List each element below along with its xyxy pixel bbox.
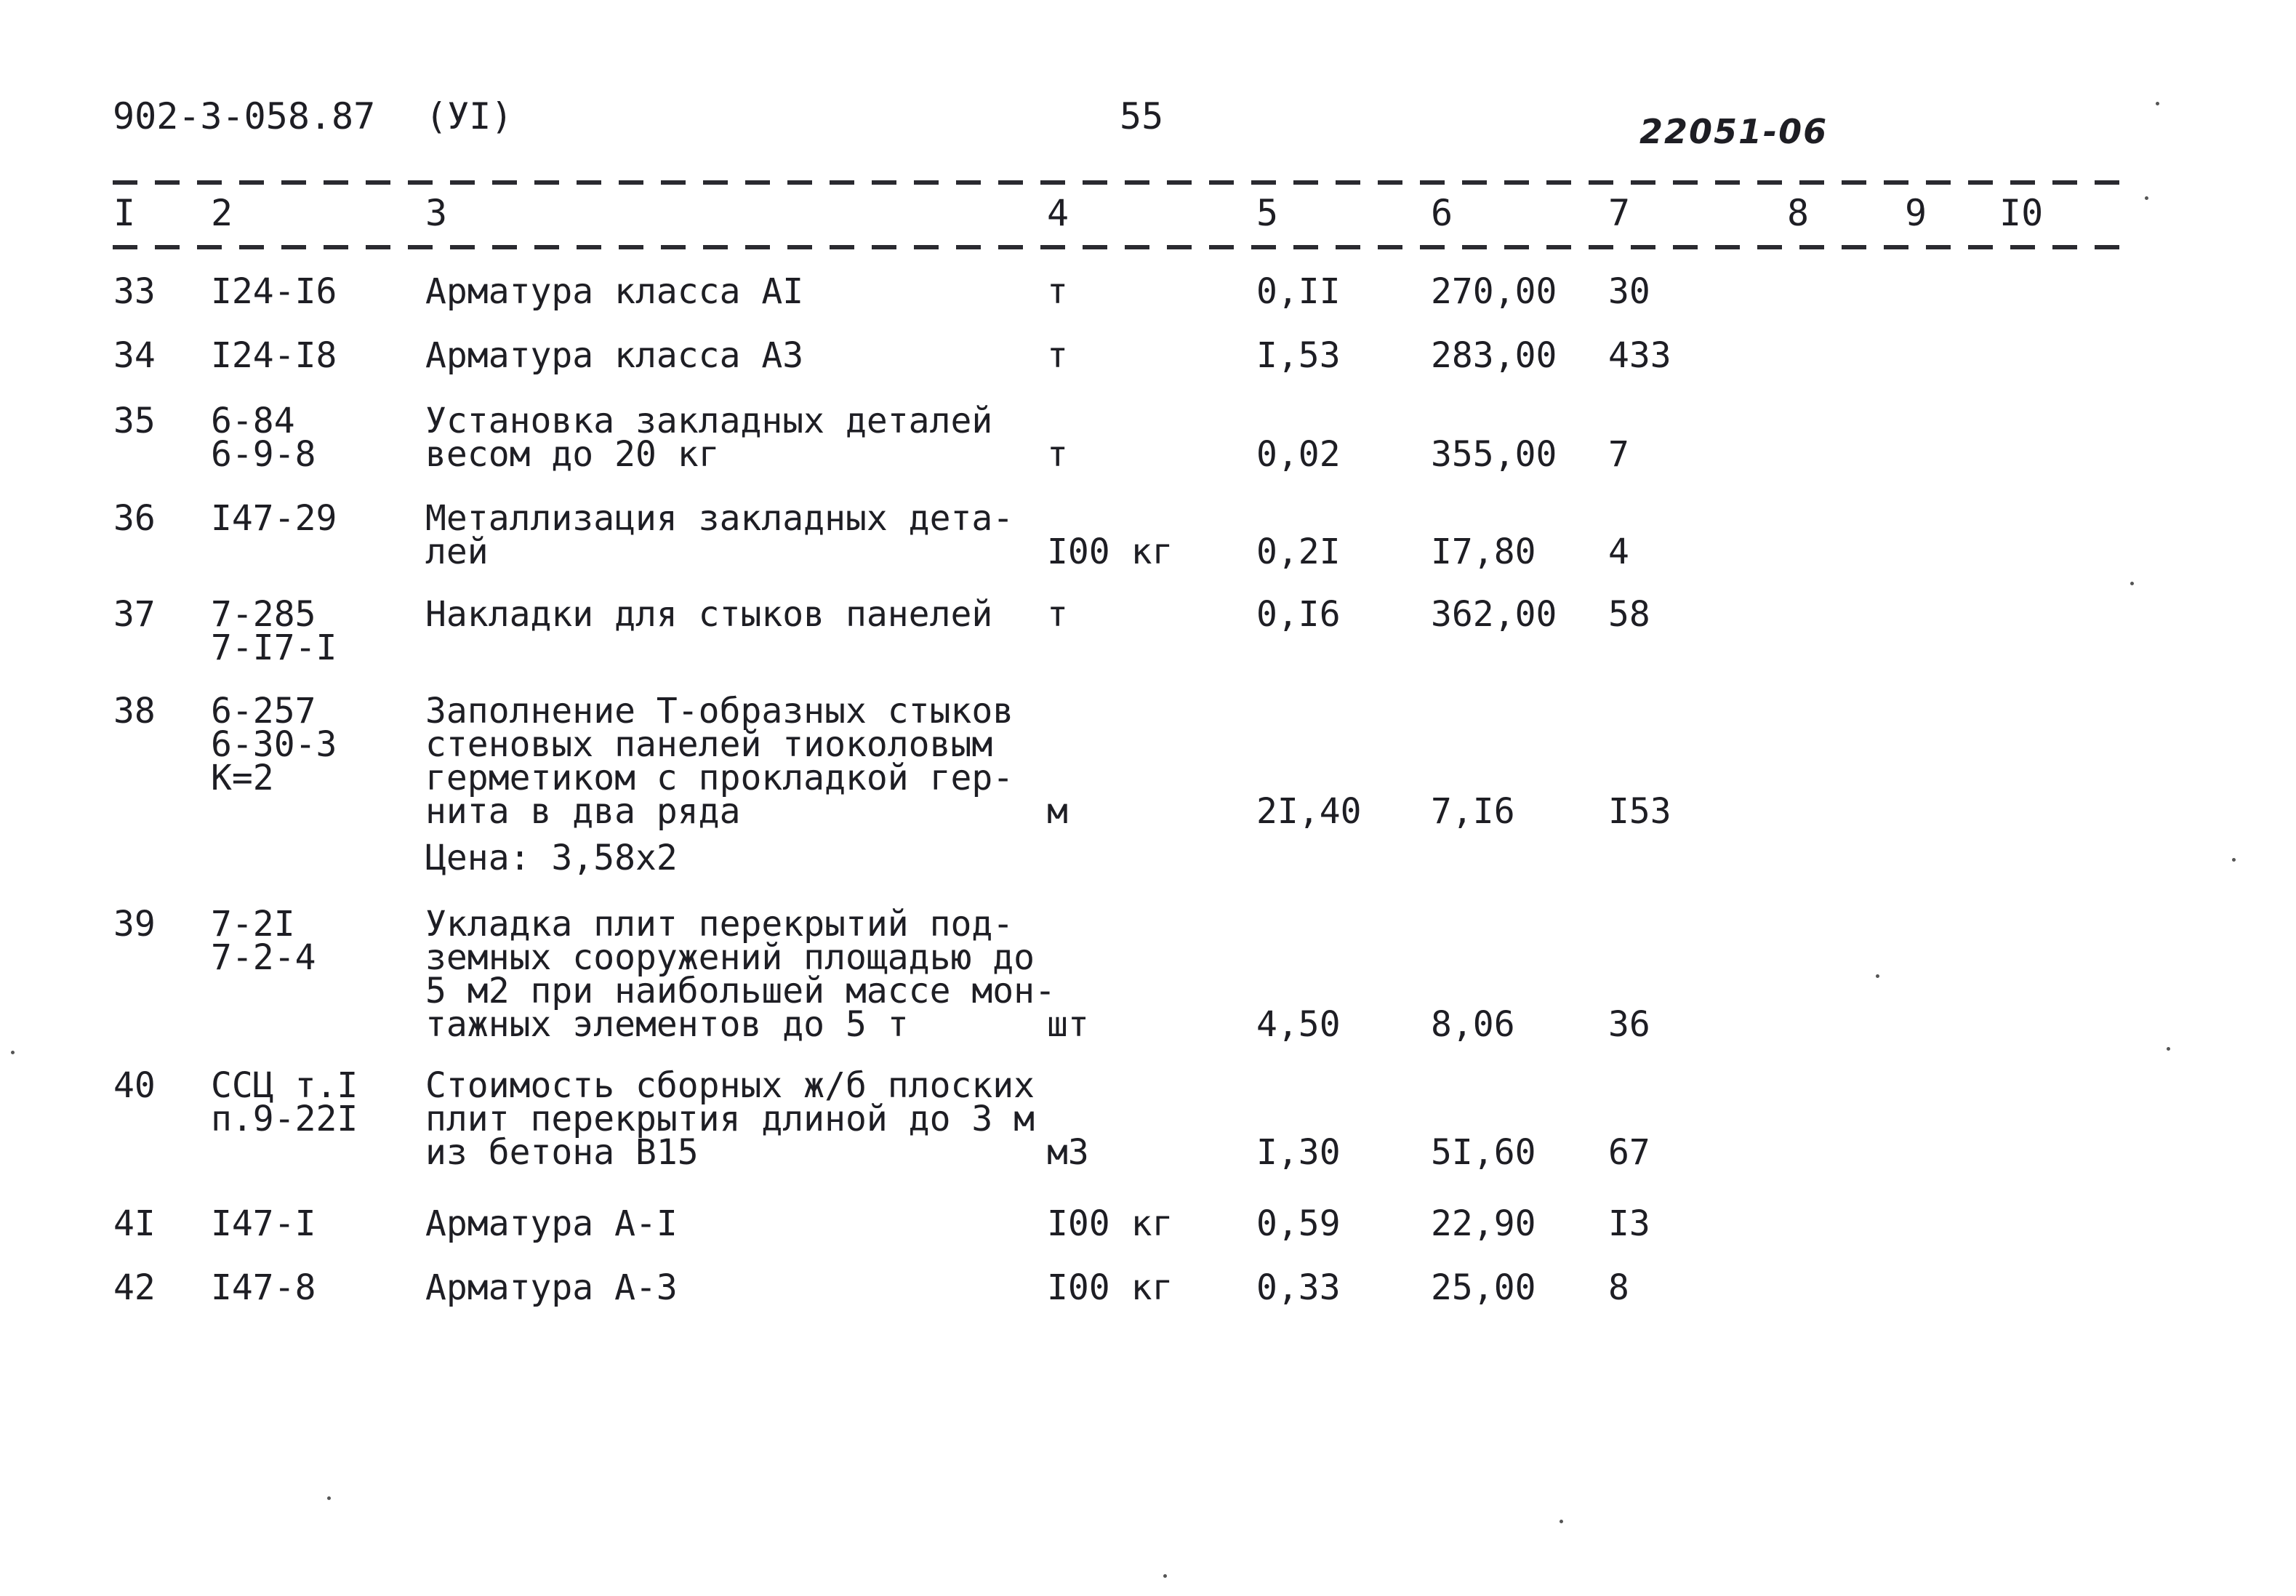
norm-codes — [211, 401, 316, 475]
quantity-cell: I,30 — [1256, 1132, 1341, 1173]
unit-cell: т — [1047, 434, 1068, 475]
norm-codes — [211, 594, 337, 668]
description-line: герметиком с прокладкой гер- — [425, 758, 1014, 798]
norm-code: 7-2-4 — [211, 937, 316, 978]
column-header-1: I — [113, 192, 136, 234]
description-line: лей — [425, 532, 489, 572]
description-line: Стоимость сборных ж/б плоских — [425, 1065, 1035, 1106]
scan-speck — [2167, 1047, 2170, 1051]
scan-speck — [2145, 196, 2148, 200]
total-cost-cell: 58 — [1608, 594, 1650, 635]
norm-code: 6-30-3 — [211, 724, 337, 765]
unit-price-cell: 362,00 — [1431, 594, 1557, 635]
scan-speck — [11, 1051, 15, 1054]
work-description — [425, 401, 993, 475]
description-line: плит перекрытия длиной до 3 м — [425, 1099, 1035, 1139]
unit-price-cell: 8,06 — [1431, 1004, 1515, 1045]
norm-code: I47-I — [211, 1203, 316, 1244]
work-description — [425, 1065, 1035, 1173]
column-header-5: 5 — [1256, 192, 1279, 234]
row-number: 35 — [113, 401, 156, 441]
work-description — [425, 271, 804, 312]
scan-speck — [2130, 582, 2134, 585]
description-line: весом до 20 кг — [425, 434, 720, 475]
unit-price-cell: 22,90 — [1431, 1203, 1536, 1244]
norm-code: 7-2I — [211, 904, 295, 945]
norm-codes — [211, 335, 337, 376]
total-cost-cell: 67 — [1608, 1132, 1650, 1173]
scan-speck — [327, 1496, 331, 1500]
row-number: 33 — [113, 271, 156, 312]
work-description — [425, 1267, 678, 1308]
description-line: Накладки для стыков панелей — [425, 594, 993, 635]
quantity-cell: 0,I6 — [1256, 594, 1341, 635]
description-line: Арматура класса А3 — [425, 335, 804, 376]
column-header-2: 2 — [211, 192, 233, 234]
document-code: 902-3-058.87 — [113, 95, 376, 137]
norm-code: ССЦ т.I — [211, 1065, 358, 1106]
unit-price-cell: 5I,60 — [1431, 1132, 1536, 1173]
unit-cell: т — [1047, 335, 1068, 376]
norm-code: 7-285 — [211, 594, 316, 635]
header-bottom-rule — [113, 245, 2119, 249]
price-note: Цена: 3,58х2 — [425, 838, 678, 878]
column-header-6: 6 — [1431, 192, 1453, 234]
unit-cell: м3 — [1047, 1132, 1089, 1173]
row-number: 42 — [113, 1267, 156, 1308]
row-number: 34 — [113, 335, 156, 376]
description-line: Заполнение Т-образных стыков — [425, 691, 1014, 731]
description-line: 5 м2 при наибольшей массе мон- — [425, 971, 1056, 1011]
quantity-cell: 0,2I — [1256, 532, 1341, 572]
description-line: стеновых панелей тиоколовым — [425, 724, 993, 765]
scan-speck — [1163, 1574, 1167, 1578]
header-top-rule — [113, 180, 2119, 185]
row-number: 38 — [113, 691, 156, 731]
norm-code: I24-I6 — [211, 271, 337, 312]
quantity-cell: 2I,40 — [1256, 791, 1362, 832]
quantity-cell: 0,02 — [1256, 434, 1341, 475]
description-line: Укладка плит перекрытий под- — [425, 904, 1014, 945]
norm-code: I47-29 — [211, 498, 337, 539]
description-line: тажных элементов до 5 т — [425, 1004, 909, 1045]
norm-code: I47-8 — [211, 1267, 316, 1308]
total-cost-cell: 8 — [1608, 1267, 1629, 1308]
norm-code: 7-I7-I — [211, 627, 337, 668]
norm-codes — [211, 691, 337, 798]
row-number: 39 — [113, 904, 156, 945]
description-line: Арматура класса АI — [425, 271, 804, 312]
description-line: Металлизация закладных дета- — [425, 498, 1014, 539]
work-description — [425, 498, 1014, 572]
scan-speck — [1876, 974, 1879, 978]
norm-codes — [211, 904, 316, 978]
quantity-cell: I,53 — [1256, 335, 1341, 376]
total-cost-cell: I3 — [1608, 1203, 1650, 1244]
unit-cell: шт — [1047, 1004, 1089, 1045]
norm-code: I24-I8 — [211, 335, 337, 376]
unit-price-cell: 270,00 — [1431, 271, 1557, 312]
unit-cell: м — [1047, 791, 1068, 832]
norm-codes — [211, 1267, 316, 1308]
norm-code: 6-9-8 — [211, 434, 316, 475]
total-cost-cell: 4 — [1608, 532, 1629, 572]
norm-codes — [211, 498, 337, 539]
total-cost-cell: 433 — [1608, 335, 1671, 376]
description-line: Арматура А-3 — [425, 1267, 678, 1308]
norm-code: п.9-22I — [211, 1099, 358, 1139]
column-header-10: I0 — [1999, 192, 2044, 234]
total-cost-cell: I53 — [1608, 791, 1671, 832]
description-line: из бетона В15 — [425, 1132, 699, 1173]
work-description — [425, 335, 804, 376]
column-header-4: 4 — [1047, 192, 1069, 234]
total-cost-cell: 36 — [1608, 1004, 1650, 1045]
norm-codes — [211, 271, 337, 312]
quantity-cell: 4,50 — [1256, 1004, 1341, 1045]
row-number: 40 — [113, 1065, 156, 1106]
handwritten-stamp: 22051-06 — [1639, 112, 1829, 151]
row-number: 4I — [113, 1203, 156, 1244]
unit-cell: т — [1047, 271, 1068, 312]
norm-codes — [211, 1065, 358, 1139]
unit-price-cell: 25,00 — [1431, 1267, 1536, 1308]
unit-price-cell: 7,I6 — [1431, 791, 1515, 832]
unit-cell: I00 кг — [1047, 1203, 1173, 1244]
unit-cell: т — [1047, 594, 1068, 635]
scan-speck — [2156, 102, 2159, 105]
unit-price-cell: I7,80 — [1431, 532, 1536, 572]
description-line: нита в два ряда — [425, 791, 741, 832]
quantity-cell: 0,59 — [1256, 1203, 1341, 1244]
page-number: 55 — [1120, 95, 1164, 137]
column-header-9: 9 — [1905, 192, 1927, 234]
description-line: Установка закладных деталей — [425, 401, 993, 441]
work-description — [425, 691, 1014, 878]
unit-cell: I00 кг — [1047, 1267, 1173, 1308]
work-description — [425, 1203, 678, 1244]
section-label: (УI) — [425, 95, 513, 137]
description-line: земных сооружений площадью до — [425, 937, 1035, 978]
norm-codes — [211, 1203, 316, 1244]
norm-code: К=2 — [211, 758, 274, 798]
unit-price-cell: 283,00 — [1431, 335, 1557, 376]
total-cost-cell: 30 — [1608, 271, 1650, 312]
unit-price-cell: 355,00 — [1431, 434, 1557, 475]
column-header-7: 7 — [1608, 192, 1631, 234]
column-header-3: 3 — [425, 192, 448, 234]
quantity-cell: 0,33 — [1256, 1267, 1341, 1308]
row-number: 37 — [113, 594, 156, 635]
scan-speck — [1560, 1520, 1563, 1523]
row-number: 36 — [113, 498, 156, 539]
work-description — [425, 904, 1056, 1045]
norm-code: 6-257 — [211, 691, 316, 731]
description-line: Арматура А-I — [425, 1203, 678, 1244]
quantity-cell: 0,II — [1256, 271, 1341, 312]
column-header-8: 8 — [1787, 192, 1810, 234]
scan-speck — [2232, 858, 2236, 862]
unit-cell: I00 кг — [1047, 532, 1173, 572]
norm-code: 6-84 — [211, 401, 295, 441]
total-cost-cell: 7 — [1608, 434, 1629, 475]
work-description — [425, 594, 993, 635]
